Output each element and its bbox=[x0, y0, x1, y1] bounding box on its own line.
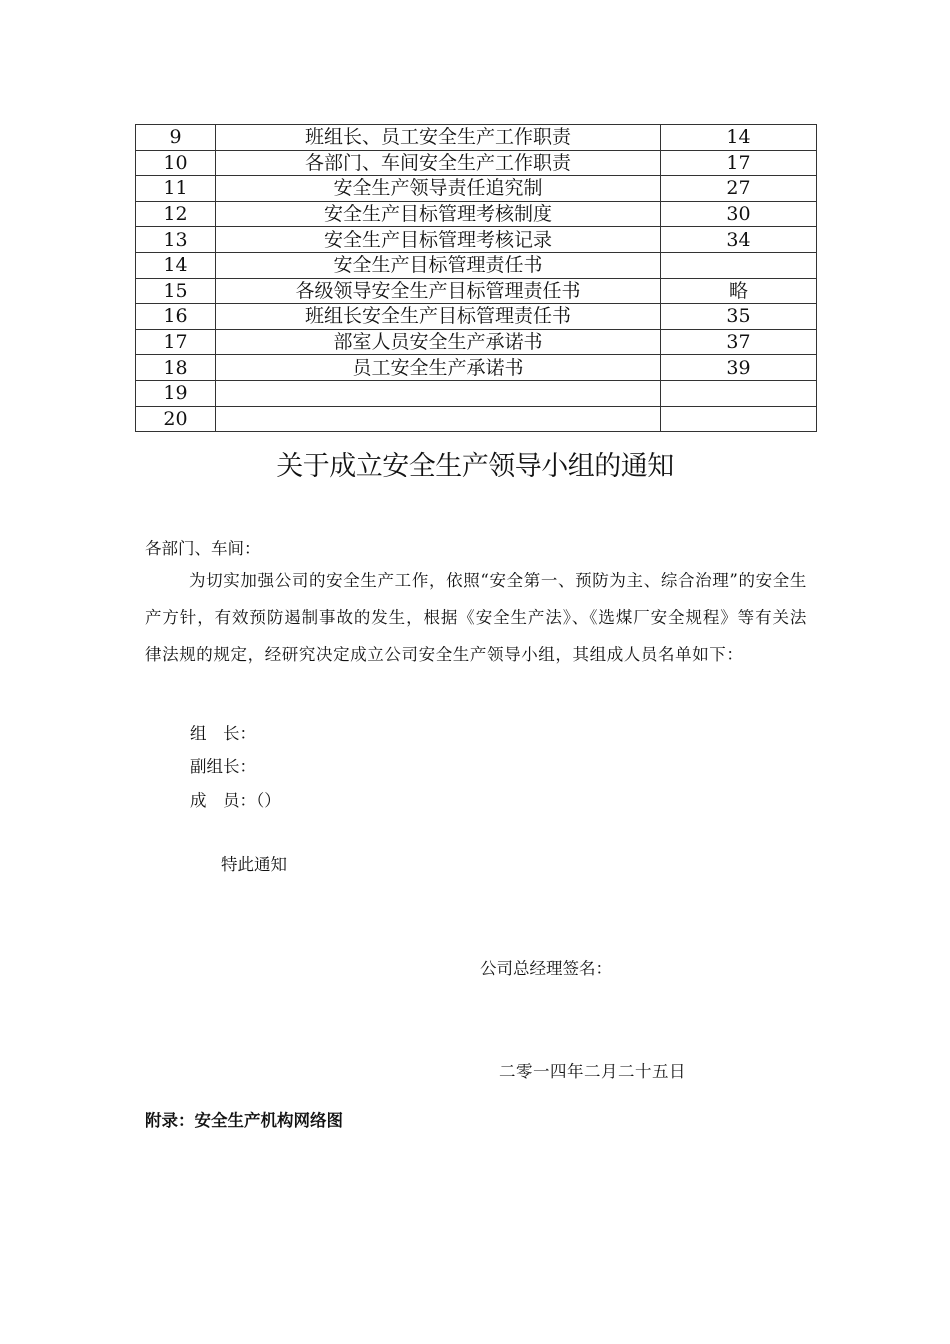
notice-date: 二零一四年二月二十五日 bbox=[499, 1062, 686, 1081]
toc-title-cell bbox=[216, 380, 661, 406]
toc-title-cell: 部室人员安全生产承诺书 bbox=[216, 329, 661, 355]
toc-title-cell: 班组长安全生产目标管理责任书 bbox=[216, 304, 661, 330]
members-line: 成 员：（） bbox=[190, 791, 281, 810]
toc-title-cell: 安全生产领导责任追究制 bbox=[216, 176, 661, 202]
toc-table bbox=[135, 124, 817, 432]
toc-number-cell: 11 bbox=[136, 176, 216, 202]
appendix-heading: 附录：安全生产机构网络图 bbox=[145, 1111, 343, 1130]
toc-number-cell: 15 bbox=[136, 278, 216, 304]
toc-body bbox=[136, 125, 817, 432]
deputy-line: 副组长： bbox=[190, 757, 256, 776]
toc-row bbox=[136, 355, 817, 381]
toc-row bbox=[136, 304, 817, 330]
toc-page-cell: 34 bbox=[661, 227, 817, 253]
toc-row bbox=[136, 406, 817, 432]
toc-number-cell: 17 bbox=[136, 329, 216, 355]
toc-title-cell: 班组长、员工安全生产工作职责 bbox=[216, 125, 661, 151]
toc-title-cell bbox=[216, 406, 661, 432]
toc-page-cell: 27 bbox=[661, 176, 817, 202]
toc-number-cell: 19 bbox=[136, 380, 216, 406]
toc-title-cell: 安全生产目标管理考核制度 bbox=[216, 201, 661, 227]
toc-number-cell: 10 bbox=[136, 150, 216, 176]
toc-number-cell: 20 bbox=[136, 406, 216, 432]
notice-body: 为切实加强公司的安全生产工作，依照“安全第一、预防为主、综合治理”的安全生产方针，有效预防遏制事故的发生，根据《安全生产法》、《选煤厂安全规程》等有关法律法规的规定，经研究决定成立公司安全生产领导小组，其组成人员名单如下： bbox=[145, 571, 807, 664]
toc-page-cell bbox=[661, 252, 817, 278]
toc-number-cell: 18 bbox=[136, 355, 216, 381]
leader-line: 组 长： bbox=[190, 724, 256, 743]
toc-page-cell: 30 bbox=[661, 201, 817, 227]
toc-row bbox=[136, 227, 817, 253]
toc-row bbox=[136, 125, 817, 151]
signature-line: 公司总经理签名： bbox=[480, 959, 612, 978]
toc-row bbox=[136, 252, 817, 278]
toc-row bbox=[136, 150, 817, 176]
toc-number-cell: 14 bbox=[136, 252, 216, 278]
toc-row bbox=[136, 380, 817, 406]
toc-page-cell: 39 bbox=[661, 355, 817, 381]
toc-number-cell: 9 bbox=[136, 125, 216, 151]
notice-title: 关于成立安全生产领导小组的通知 bbox=[276, 451, 674, 482]
toc-row bbox=[136, 329, 817, 355]
toc-row bbox=[136, 176, 817, 202]
toc-page-cell bbox=[661, 380, 817, 406]
toc-number-cell: 16 bbox=[136, 304, 216, 330]
toc-page-cell: 略 bbox=[661, 278, 817, 304]
toc-page-cell: 14 bbox=[661, 125, 817, 151]
toc-page-cell: 35 bbox=[661, 304, 817, 330]
toc-page-cell: 17 bbox=[661, 150, 817, 176]
toc-title-cell: 安全生产目标管理责任书 bbox=[216, 252, 661, 278]
toc-page-cell: 37 bbox=[661, 329, 817, 355]
toc-title-cell: 各级领导安全生产目标管理责任书 bbox=[216, 278, 661, 304]
toc-title-cell: 各部门、车间安全生产工作职责 bbox=[216, 150, 661, 176]
toc-row bbox=[136, 278, 817, 304]
toc-page-cell bbox=[661, 406, 817, 432]
toc-number-cell: 12 bbox=[136, 201, 216, 227]
toc-number-cell: 13 bbox=[136, 227, 216, 253]
addressee: 各部门、车间： bbox=[145, 539, 261, 558]
toc-row bbox=[136, 201, 817, 227]
toc-title-cell: 员工安全生产承诺书 bbox=[216, 355, 661, 381]
closing-text: 特此通知 bbox=[221, 855, 287, 874]
toc-title-cell: 安全生产目标管理考核记录 bbox=[216, 227, 661, 253]
